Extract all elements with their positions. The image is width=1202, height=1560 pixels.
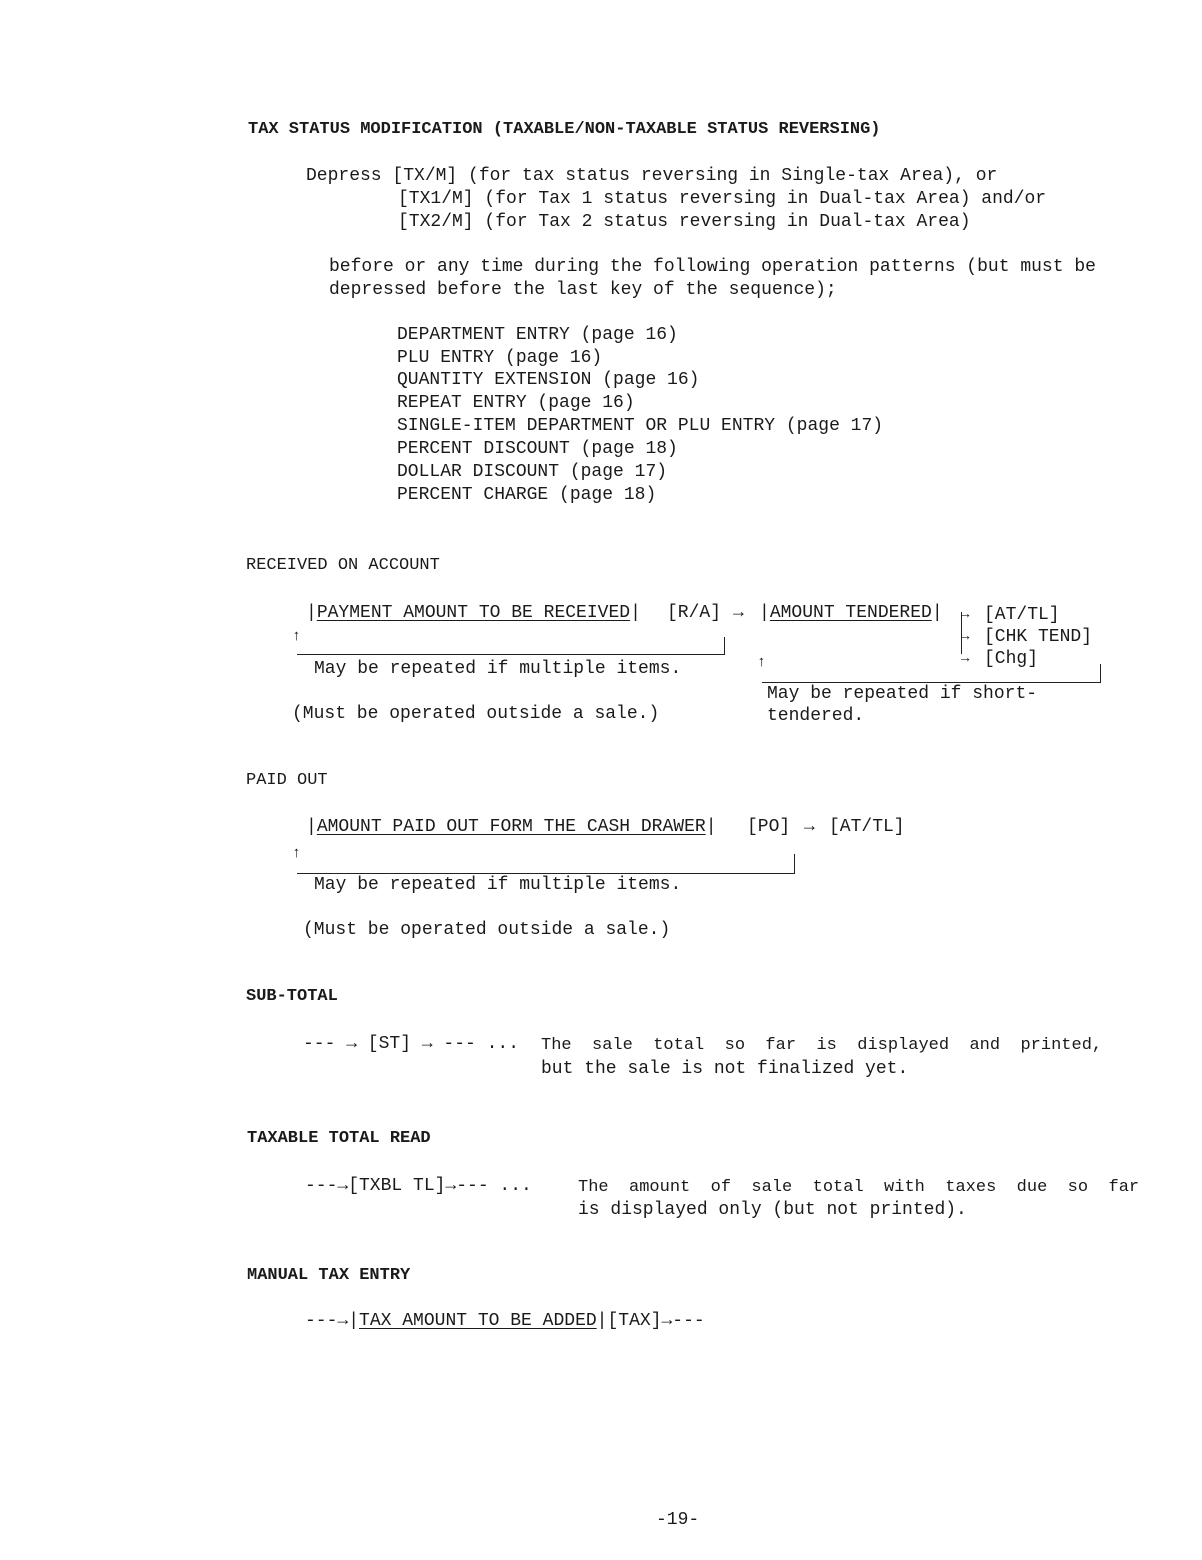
- section-heading-manual-tax: MANUAL TAX ENTRY: [247, 1266, 411, 1285]
- tax-mod-line-5: depressed before the last key of the sequence);: [329, 280, 837, 300]
- payment-amount-label: PAYMENT AMOUNT TO BE RECEIVED: [316, 603, 631, 623]
- at-tl-key: [AT/TL]: [829, 817, 905, 837]
- arrow-right-icon: →: [961, 607, 970, 623]
- arrow-right-icon: →: [961, 629, 970, 645]
- amount-tendered-label: AMOUNT TENDERED: [769, 603, 932, 623]
- flow-arrow-icon: →: [733, 603, 744, 623]
- subtotal-description: but the sale is not finalized yet.: [541, 1059, 909, 1079]
- payment-amount-box: |PAYMENT AMOUNT TO BE RECEIVED|: [306, 603, 641, 623]
- page-number: -19-: [656, 1510, 700, 1530]
- tax-amount-label: TAX AMOUNT TO BE ADDED: [359, 1311, 597, 1331]
- paid-out-amount-box: |AMOUNT PAID OUT FORM THE CASH DRAWER|: [306, 817, 717, 837]
- taxable-description: is displayed only (but not printed).: [578, 1200, 967, 1220]
- section-heading-paid-out: PAID OUT: [246, 771, 328, 790]
- option-chk-tend: [CHK TEND]: [984, 627, 1093, 647]
- section-heading-taxable-total: TAXABLE TOTAL READ: [247, 1129, 431, 1148]
- tax-key-suffix: [TAX]→---: [607, 1311, 705, 1331]
- taxable-description: The amount of sale total with taxes due so far: [578, 1178, 1140, 1197]
- outside-sale-note: (Must be operated outside a sale.): [303, 920, 671, 940]
- section-heading-received-on-account: RECEIVED ON ACCOUNT: [246, 556, 440, 575]
- outside-sale-note: (Must be operated outside a sale.): [292, 704, 660, 724]
- operation-pattern-item: DOLLAR DISCOUNT (page 17): [397, 462, 668, 482]
- arrow-up-icon: ↑: [757, 654, 767, 671]
- flow-prefix: ---→: [305, 1311, 349, 1331]
- section-heading-subtotal: SUB-TOTAL: [246, 987, 338, 1006]
- manual-tax-flow: ---→|TAX AMOUNT TO BE ADDED|[TAX]→---: [305, 1311, 705, 1331]
- tax-mod-line-4: before or any time during the following operation patterns (but must be: [329, 257, 1096, 277]
- paid-out-amount-label: AMOUNT PAID OUT FORM THE CASH DRAWER: [316, 817, 706, 837]
- repeat-loop-line: [1100, 664, 1101, 683]
- tax-mod-line-1: Depress [TX/M] (for tax status reversing in Single-tax Area), or: [306, 166, 998, 186]
- repeat-loop-line: [724, 637, 725, 655]
- tax-mod-line-3: [TX2/M] (for Tax 2 status reversing in Dual-tax Area): [398, 212, 971, 232]
- po-key: [PO]: [747, 817, 791, 837]
- section-heading-tax-status: TAX STATUS MODIFICATION (TAXABLE/NON-TAXABLE STATUS REVERSING): [248, 120, 881, 139]
- operation-pattern-item: PERCENT DISCOUNT (page 18): [397, 439, 678, 459]
- operation-pattern-item: PLU ENTRY (page 16): [397, 348, 603, 368]
- subtotal-flow: --- → [ST] → --- ...: [303, 1034, 520, 1054]
- operation-pattern-item: SINGLE-ITEM DEPARTMENT OR PLU ENTRY (page 17): [397, 416, 884, 436]
- repeat-note-right: tendered.: [767, 706, 865, 726]
- option-chg: [Chg]: [984, 649, 1039, 669]
- operation-pattern-item: PERCENT CHARGE (page 18): [397, 485, 657, 505]
- operation-pattern-item: QUANTITY EXTENSION (page 16): [397, 370, 700, 390]
- operation-pattern-item: REPEAT ENTRY (page 16): [397, 393, 635, 413]
- repeat-loop-line: [297, 654, 725, 655]
- flow-arrow-icon: →: [804, 817, 815, 837]
- subtotal-description: The sale total so far is displayed and printed,: [541, 1036, 1103, 1055]
- option-at-tl: [AT/TL]: [984, 605, 1060, 625]
- arrow-up-icon: ↑: [292, 628, 302, 645]
- tax-mod-line-2: [TX1/M] (for Tax 1 status reversing in Dual-tax Area) and/or: [398, 189, 1047, 209]
- ra-key: [R/A]: [667, 603, 722, 623]
- operation-pattern-item: DEPARTMENT ENTRY (page 16): [397, 325, 678, 345]
- repeat-loop-line: [794, 854, 795, 874]
- repeat-note-left: May be repeated if multiple items.: [314, 659, 682, 679]
- repeat-note-right: May be repeated if short-: [767, 684, 1038, 704]
- repeat-note: May be repeated if multiple items.: [314, 875, 682, 895]
- taxable-flow: ---→[TXBL TL]→--- ...: [305, 1176, 532, 1196]
- arrow-right-icon: →: [961, 651, 970, 667]
- amount-tendered-box: |AMOUNT TENDERED|: [759, 603, 943, 623]
- arrow-up-icon: ↑: [292, 845, 302, 862]
